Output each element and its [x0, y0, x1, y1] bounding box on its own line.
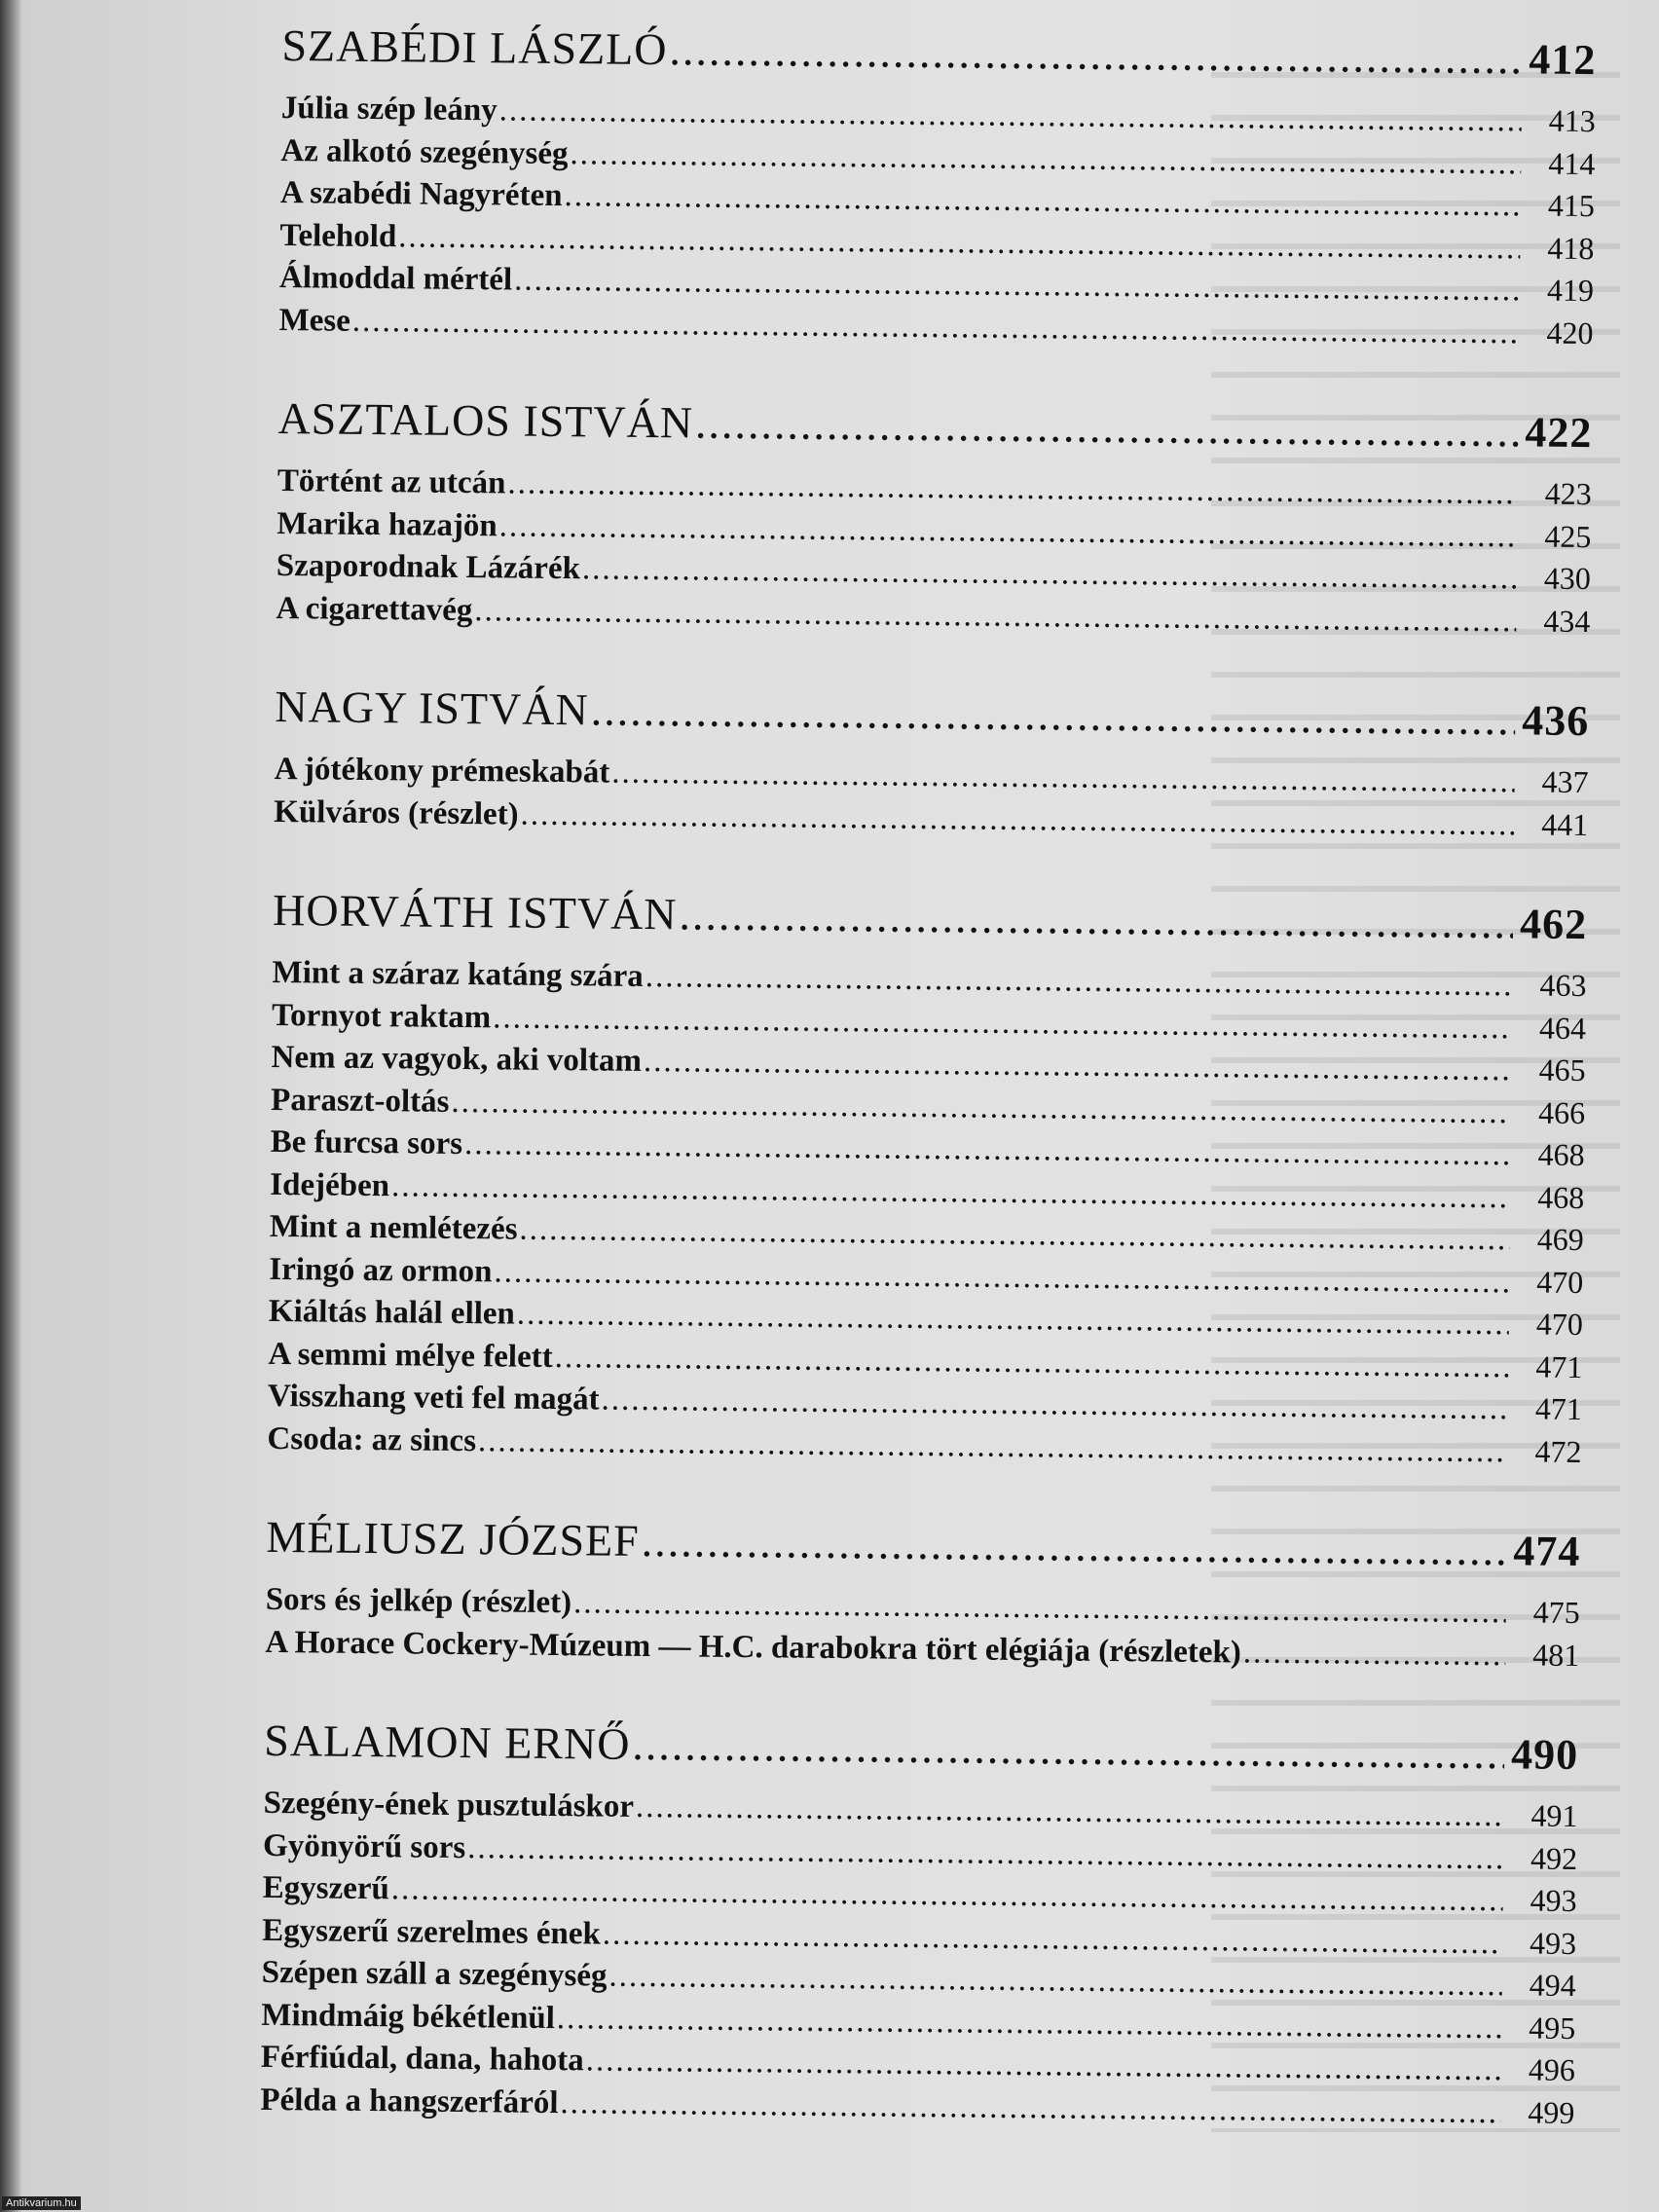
dot-leader: [632, 1718, 1504, 1779]
author-section: [278, 19, 1597, 406]
author-section: [273, 681, 1589, 898]
author-name: SZABÉDI LÁSZLÓ: [281, 19, 668, 75]
entry-title: Mese: [278, 302, 351, 339]
entry-title: Mint a nemlétezés: [269, 1208, 518, 1247]
entry-title: Júlia szép leány: [280, 90, 498, 129]
entry-page-number: 420: [1546, 314, 1594, 350]
entry-title: Mint a száraz katáng szára: [272, 954, 644, 994]
author-name: SALAMON ERNŐ: [264, 1714, 631, 1769]
entry-page-number: 468: [1537, 1179, 1585, 1215]
entry-title: Történt az utcán: [276, 462, 506, 501]
entry-page-number: 470: [1536, 1264, 1584, 1300]
dot-leader: [645, 959, 1513, 1004]
entry-page-number: 464: [1538, 1010, 1587, 1046]
entry-title: Szépen száll a szegénység: [261, 1954, 608, 1994]
author-page-number: 462: [1519, 900, 1588, 949]
entry-page-number: 493: [1530, 1882, 1577, 1919]
entry-page-number: 472: [1534, 1433, 1582, 1469]
dot-leader: [560, 2085, 1500, 2131]
dot-leader: [557, 2001, 1502, 2046]
author-page-number: 422: [1525, 408, 1593, 458]
dot-leader: [520, 796, 1514, 843]
dot-leader: [1243, 1635, 1506, 1674]
entry-page-number: 434: [1543, 603, 1591, 639]
entry-title: Marika hazajön: [276, 505, 498, 543]
entry-title: Egyszerű: [262, 1869, 390, 1907]
dot-leader: [608, 1959, 1502, 2005]
entry-page-number: 481: [1532, 1637, 1580, 1673]
entry-page-number: 471: [1535, 1348, 1583, 1384]
entry-title: Külváros (részlet): [274, 793, 519, 832]
dot-leader: [586, 2043, 1501, 2088]
entry-title: Álmoddal mértél: [278, 259, 513, 298]
entry-title: Be furcsa sors: [270, 1124, 463, 1162]
entry-title: Paraszt-oltás: [270, 1082, 450, 1120]
dot-leader: [582, 551, 1517, 597]
author-name: ASZTALOS ISTVÁN: [277, 392, 694, 448]
entry-title: A cigarettavég: [276, 590, 473, 628]
entry-title: A jótékony prémeskabát: [274, 751, 610, 791]
entry-page-number: 437: [1541, 763, 1589, 800]
table-of-contents: [260, 0, 1597, 2137]
entry-page-number: 414: [1548, 145, 1596, 181]
entry-title: A Horace Cockery-Múzeum — H.C. darabokra tört elégiája (részletek): [265, 1624, 1242, 1670]
entry-title: A semmi mélye felett: [268, 1336, 553, 1375]
dot-leader: [644, 1044, 1512, 1088]
dot-leader: [517, 1297, 1509, 1344]
entry-title: Nem az vagyok, aki voltam: [271, 1039, 643, 1079]
book-spine-edge: [0, 0, 21, 2212]
author-name: HORVÁTH ISTVÁN: [272, 884, 678, 940]
entry-title: Egyszerű szerelmes ének: [262, 1912, 602, 1952]
entry-page-number: 466: [1537, 1094, 1586, 1130]
author-page-number: 436: [1522, 696, 1590, 746]
entry-page-number: 475: [1532, 1594, 1580, 1631]
author-page-number: 474: [1513, 1527, 1581, 1576]
entry-title: A szabédi Nagyréten: [279, 174, 563, 214]
entry-page-number: 413: [1548, 102, 1596, 139]
dot-leader: [679, 888, 1513, 948]
entry-page-number: 495: [1529, 2009, 1576, 2046]
entry-title: Férfiúdal, dana, hahota: [260, 2039, 584, 2079]
entry-page-number: 465: [1538, 1051, 1586, 1088]
author-section: [276, 392, 1593, 694]
dot-leader: [564, 178, 1521, 224]
entry-page-number: 419: [1546, 272, 1595, 309]
entry-page-number: 415: [1547, 187, 1596, 224]
entry-title: Gyönyörű sors: [262, 1827, 466, 1865]
entry-page-number: 441: [1541, 806, 1589, 842]
author-section: [267, 884, 1588, 1525]
entry-page-number: 463: [1539, 967, 1587, 1004]
dot-leader: [570, 136, 1521, 182]
entry-page-number: 491: [1530, 1797, 1578, 1834]
entry-page-number: 471: [1534, 1390, 1583, 1427]
dot-leader: [611, 756, 1515, 801]
entry-page-number: 418: [1547, 230, 1595, 266]
entry-page-number: 468: [1537, 1136, 1585, 1173]
entry-page-number: 496: [1528, 2051, 1575, 2088]
author-page-number: 490: [1510, 1730, 1579, 1780]
dot-leader: [601, 1382, 1508, 1428]
entry-title: Szegény-ének pusztuláskor: [263, 1785, 635, 1825]
entry-title: Mindmáig békétlenül: [261, 1997, 556, 2036]
dot-leader: [519, 1212, 1510, 1259]
entry-page-number: 499: [1528, 2094, 1575, 2130]
author-section: [260, 1714, 1578, 2137]
author-name: MÉLIUSZ JÓZSEF: [266, 1511, 641, 1566]
entry-title: Kiáltás halál ellen: [268, 1293, 516, 1332]
dot-leader: [695, 396, 1519, 457]
entry-page-number: 492: [1530, 1840, 1578, 1876]
dot-leader: [590, 683, 1515, 745]
entry-page-number: 469: [1536, 1221, 1584, 1258]
entry-page-number: 425: [1544, 518, 1592, 554]
entry-title: Sors és jelkép (részlet): [265, 1581, 572, 1621]
author-page-number: 412: [1529, 35, 1597, 85]
entry-page-number: 494: [1529, 1967, 1576, 2004]
entry-page-number: 430: [1543, 560, 1592, 597]
entry-title: Szaporodnak Lázárék: [276, 547, 581, 587]
author-name: NAGY ISTVÁN: [275, 681, 589, 735]
dot-leader: [603, 1916, 1503, 1962]
entry-title: Iringó az ormon: [269, 1251, 493, 1289]
entry-title: Az alkotó szegénység: [280, 132, 569, 171]
dot-leader: [669, 23, 1522, 84]
entry-page-number: 470: [1535, 1306, 1584, 1343]
dot-leader: [573, 1585, 1506, 1631]
entry-title: Visszhang veti fel magát: [267, 1378, 600, 1418]
author-section: [265, 1511, 1581, 1728]
watermark: Antikvarium.hu: [2, 2196, 81, 2210]
entry-page-number: 423: [1544, 475, 1592, 512]
entry-title: Példa a hangszerfáról: [260, 2082, 559, 2120]
entry-title: Idejében: [270, 1166, 390, 1203]
dot-leader: [555, 1340, 1509, 1385]
entry-title: Telehold: [279, 217, 397, 254]
dot-leader: [636, 1789, 1504, 1834]
entry-page-number: 493: [1529, 1925, 1577, 1961]
entry-title: Csoda: az sincs: [267, 1420, 477, 1458]
entry-title: Tornyot raktam: [271, 997, 492, 1035]
dot-leader: [641, 1515, 1506, 1575]
